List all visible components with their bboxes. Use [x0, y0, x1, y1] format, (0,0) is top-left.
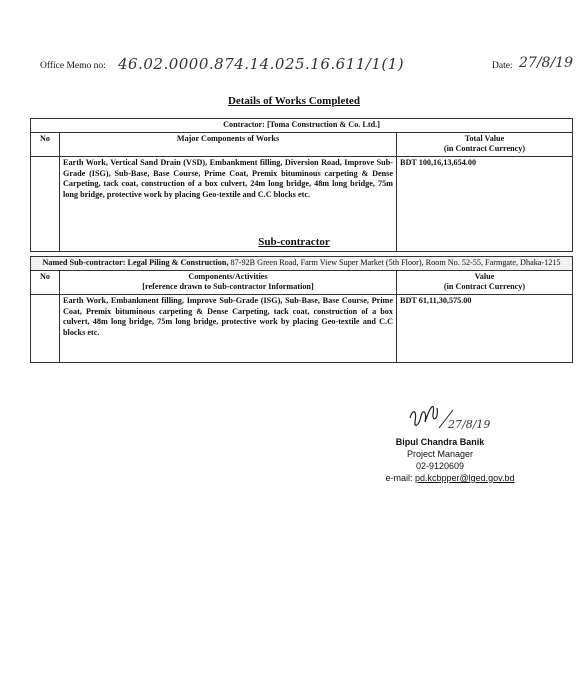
- date-label: Date:: [492, 61, 513, 71]
- memo-number: 46.02.0000.874.14.025.16.611/1(1): [118, 55, 405, 73]
- header-value-line2: (in Contract Currency): [443, 144, 526, 154]
- signatory-phone: 02-9120609: [415, 461, 465, 471]
- header-value-line1: Value: [474, 271, 495, 281]
- signature-date: 27/8/19: [448, 418, 491, 431]
- named-subcontractor-row: [31, 257, 573, 271]
- row-no: [31, 294, 60, 362]
- named-subcontractor-name: Named Sub-contractor: Legal Piling & Construction,: [42, 258, 229, 267]
- header-components-line1: Components/Activities: [188, 271, 268, 281]
- subcontractor-heading: Sub-contractor: [258, 236, 330, 248]
- table-header-row: [31, 132, 573, 156]
- header-components: [60, 270, 397, 294]
- header-value-line2: (in Contract Currency): [443, 282, 526, 292]
- named-subcontractor-address: 87-92B Green Road, Farm View Super Market (5th Floor), Room No. 52-55, Farmgate, Dhaka-1215: [230, 258, 561, 267]
- header-no: No: [31, 270, 60, 294]
- header-value: [397, 132, 573, 156]
- header-value: [397, 270, 573, 294]
- header-value-line1: Total Value: [464, 133, 505, 143]
- email-label: e-mail:: [385, 473, 413, 483]
- row-value: BDT 100,16,13,654.00: [397, 156, 573, 251]
- row-components: Earth Work, Embankment filling, Improve Sub-Grade (ISG), Sub-Base, Base Course, Prime Coat, Premix bituminous carpeting & Dense Carpeting, tack coat, construction of a box culvert, 48m long bridge, 75m long bridge, protective work by placing Geo-textile and C.C blocks etc.: [60, 294, 397, 362]
- header-components: Major Components of Works: [60, 132, 397, 156]
- contractor-row: [31, 119, 573, 133]
- header-no: No: [31, 132, 60, 156]
- row-value: BDT 61,11,30,575.00: [397, 294, 573, 362]
- signatory-title: Project Manager: [406, 449, 474, 459]
- table-row: [31, 294, 573, 362]
- date-value: 27/8/19: [519, 55, 573, 71]
- subcontractor-table: [30, 256, 573, 363]
- contractor-table: [30, 118, 573, 252]
- signatory-name: Bipul Chandra Banik: [395, 437, 485, 447]
- contractor-name: Contractor: [Toma Construction & Co. Ltd.]: [31, 119, 573, 133]
- works-heading: Details of Works Completed: [227, 95, 361, 107]
- memo-label: Office Memo no:: [40, 61, 106, 71]
- signatory-email: [350, 473, 550, 483]
- email-link[interactable]: pd.kcbpper@lged.gov.bd: [414, 473, 515, 483]
- named-subcontractor: [31, 257, 573, 271]
- table-header-row: [31, 270, 573, 294]
- row-components: Earth Work, Vertical Sand Drain (VSD), Embankment filling, Diversion Road, Improve Sub-Grade (ISG), Sub-Base, Base Course, Prime Coat, Premix bituminous carpeting & Dense Carpeting, tack coat, construction of a box culvert, 24m long bridge, 48m long bridge, 75m long bridge, protective work by placing Geo-textile and C.C blocks etc.: [60, 156, 397, 251]
- header-components-line2: [reference drawn to Sub-contractor Information]: [142, 282, 314, 292]
